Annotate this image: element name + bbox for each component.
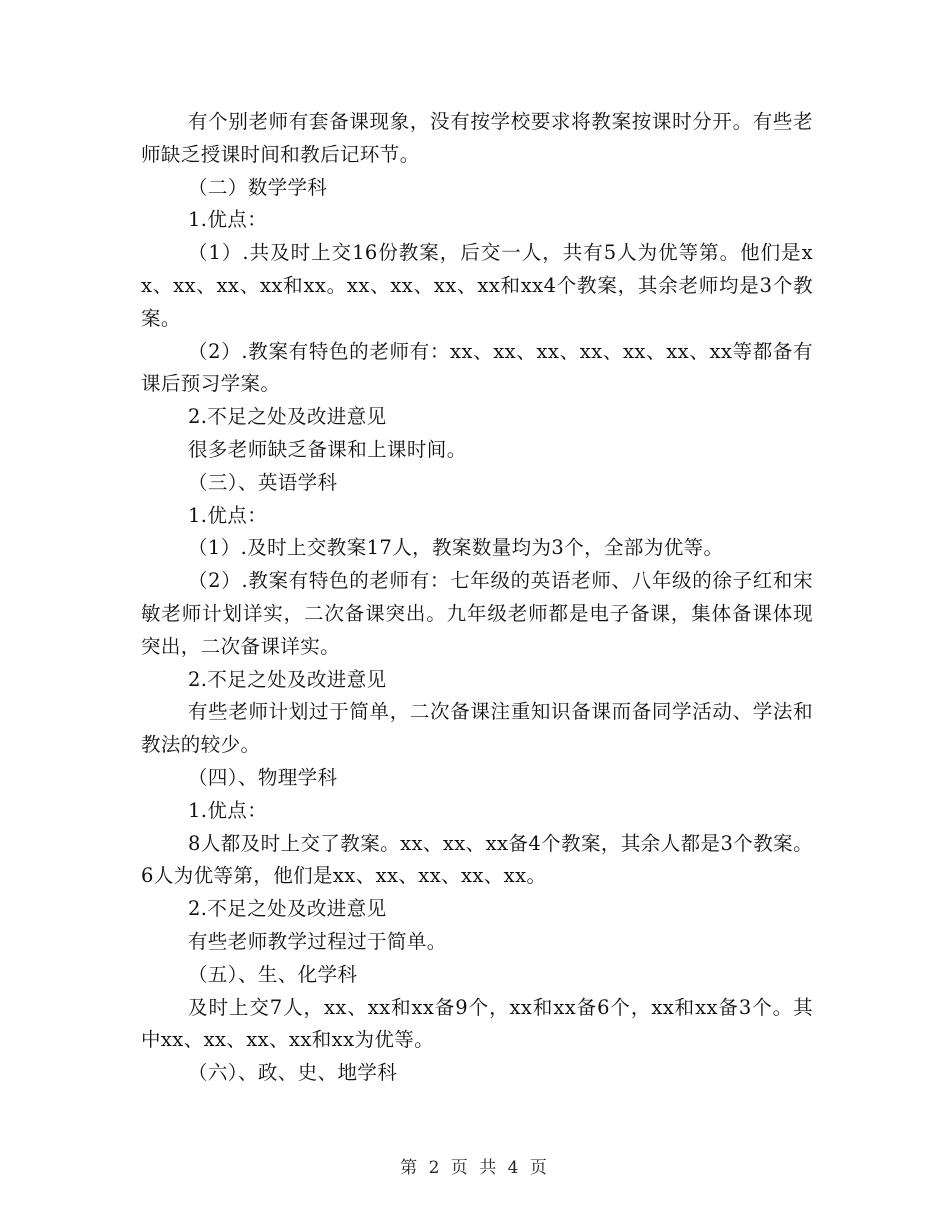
paragraph: （2）.教案有特色的老师有：七年级的英语老师、八年级的徐子红和宋敏老师计划详实，二次备课突出。九年级老师都是电子备课，集体备课体现突出，二次备课详实。: [141, 569, 813, 658]
paragraph: 及时上交7人，xx、xx和xx备9个，xx和xx备6个，xx和xx备3个。其中xx、xx、xx、xx和xx为优等。: [141, 995, 813, 1052]
subheading: 1.优点：: [188, 798, 268, 822]
section-heading-physics: （四）、物理学科: [188, 765, 338, 789]
paragraph: （2）.教案有特色的老师有：xx、xx、xx、xx、xx、xx、xx等都备有课后预习学案。: [141, 339, 813, 396]
paragraph: 有些老师教学过程过于简单。: [188, 929, 447, 953]
section-heading-english: （三）、英语学科: [188, 470, 338, 494]
document-body: [141, 106, 813, 1090]
subheading: 2.不足之处及改进意见: [188, 405, 387, 429]
paragraph: 很多老师缺乏备课和上课时间。: [188, 437, 467, 461]
page-number: 第 2 页 共 4 页: [400, 1158, 550, 1178]
paragraph: 8人都及时上交了教案。xx、xx、xx备4个教案，其余人都是3个教案。6人为优等第，他们是xx、xx、xx、xx、xx。: [141, 831, 813, 888]
subheading: 2.不足之处及改进意见: [188, 897, 387, 921]
paragraph: （1）.共及时上交16份教案，后交一人，共有5人为优等第。他们是xx、xx、xx、xx和xx。xx、xx、xx、xx和xx4个教案，其余老师均是3个教案。: [141, 241, 813, 330]
subheading: 2.不足之处及改进意见: [188, 667, 387, 691]
section-heading-bio-chem: （五）、生、化学科: [188, 962, 358, 986]
subheading: 1.优点：: [188, 503, 268, 527]
paragraph: 有个别老师有套备课现象，没有按学校要求将教案按课时分开。有些老师缺乏授课时间和教后记环节。: [141, 110, 813, 166]
paragraph: （1）.及时上交教案17人，教案数量均为3个，全部为优等。: [188, 536, 724, 560]
section-heading-politics-history-geography: （六）、政、史、地学科: [188, 1061, 398, 1085]
paragraph: 有些老师计划过于简单，二次备课注重知识备课而备同学活动、学法和教法的较少。: [141, 700, 813, 757]
subheading: 1.优点：: [188, 208, 268, 232]
section-heading-math: （二）数学学科: [188, 175, 328, 199]
